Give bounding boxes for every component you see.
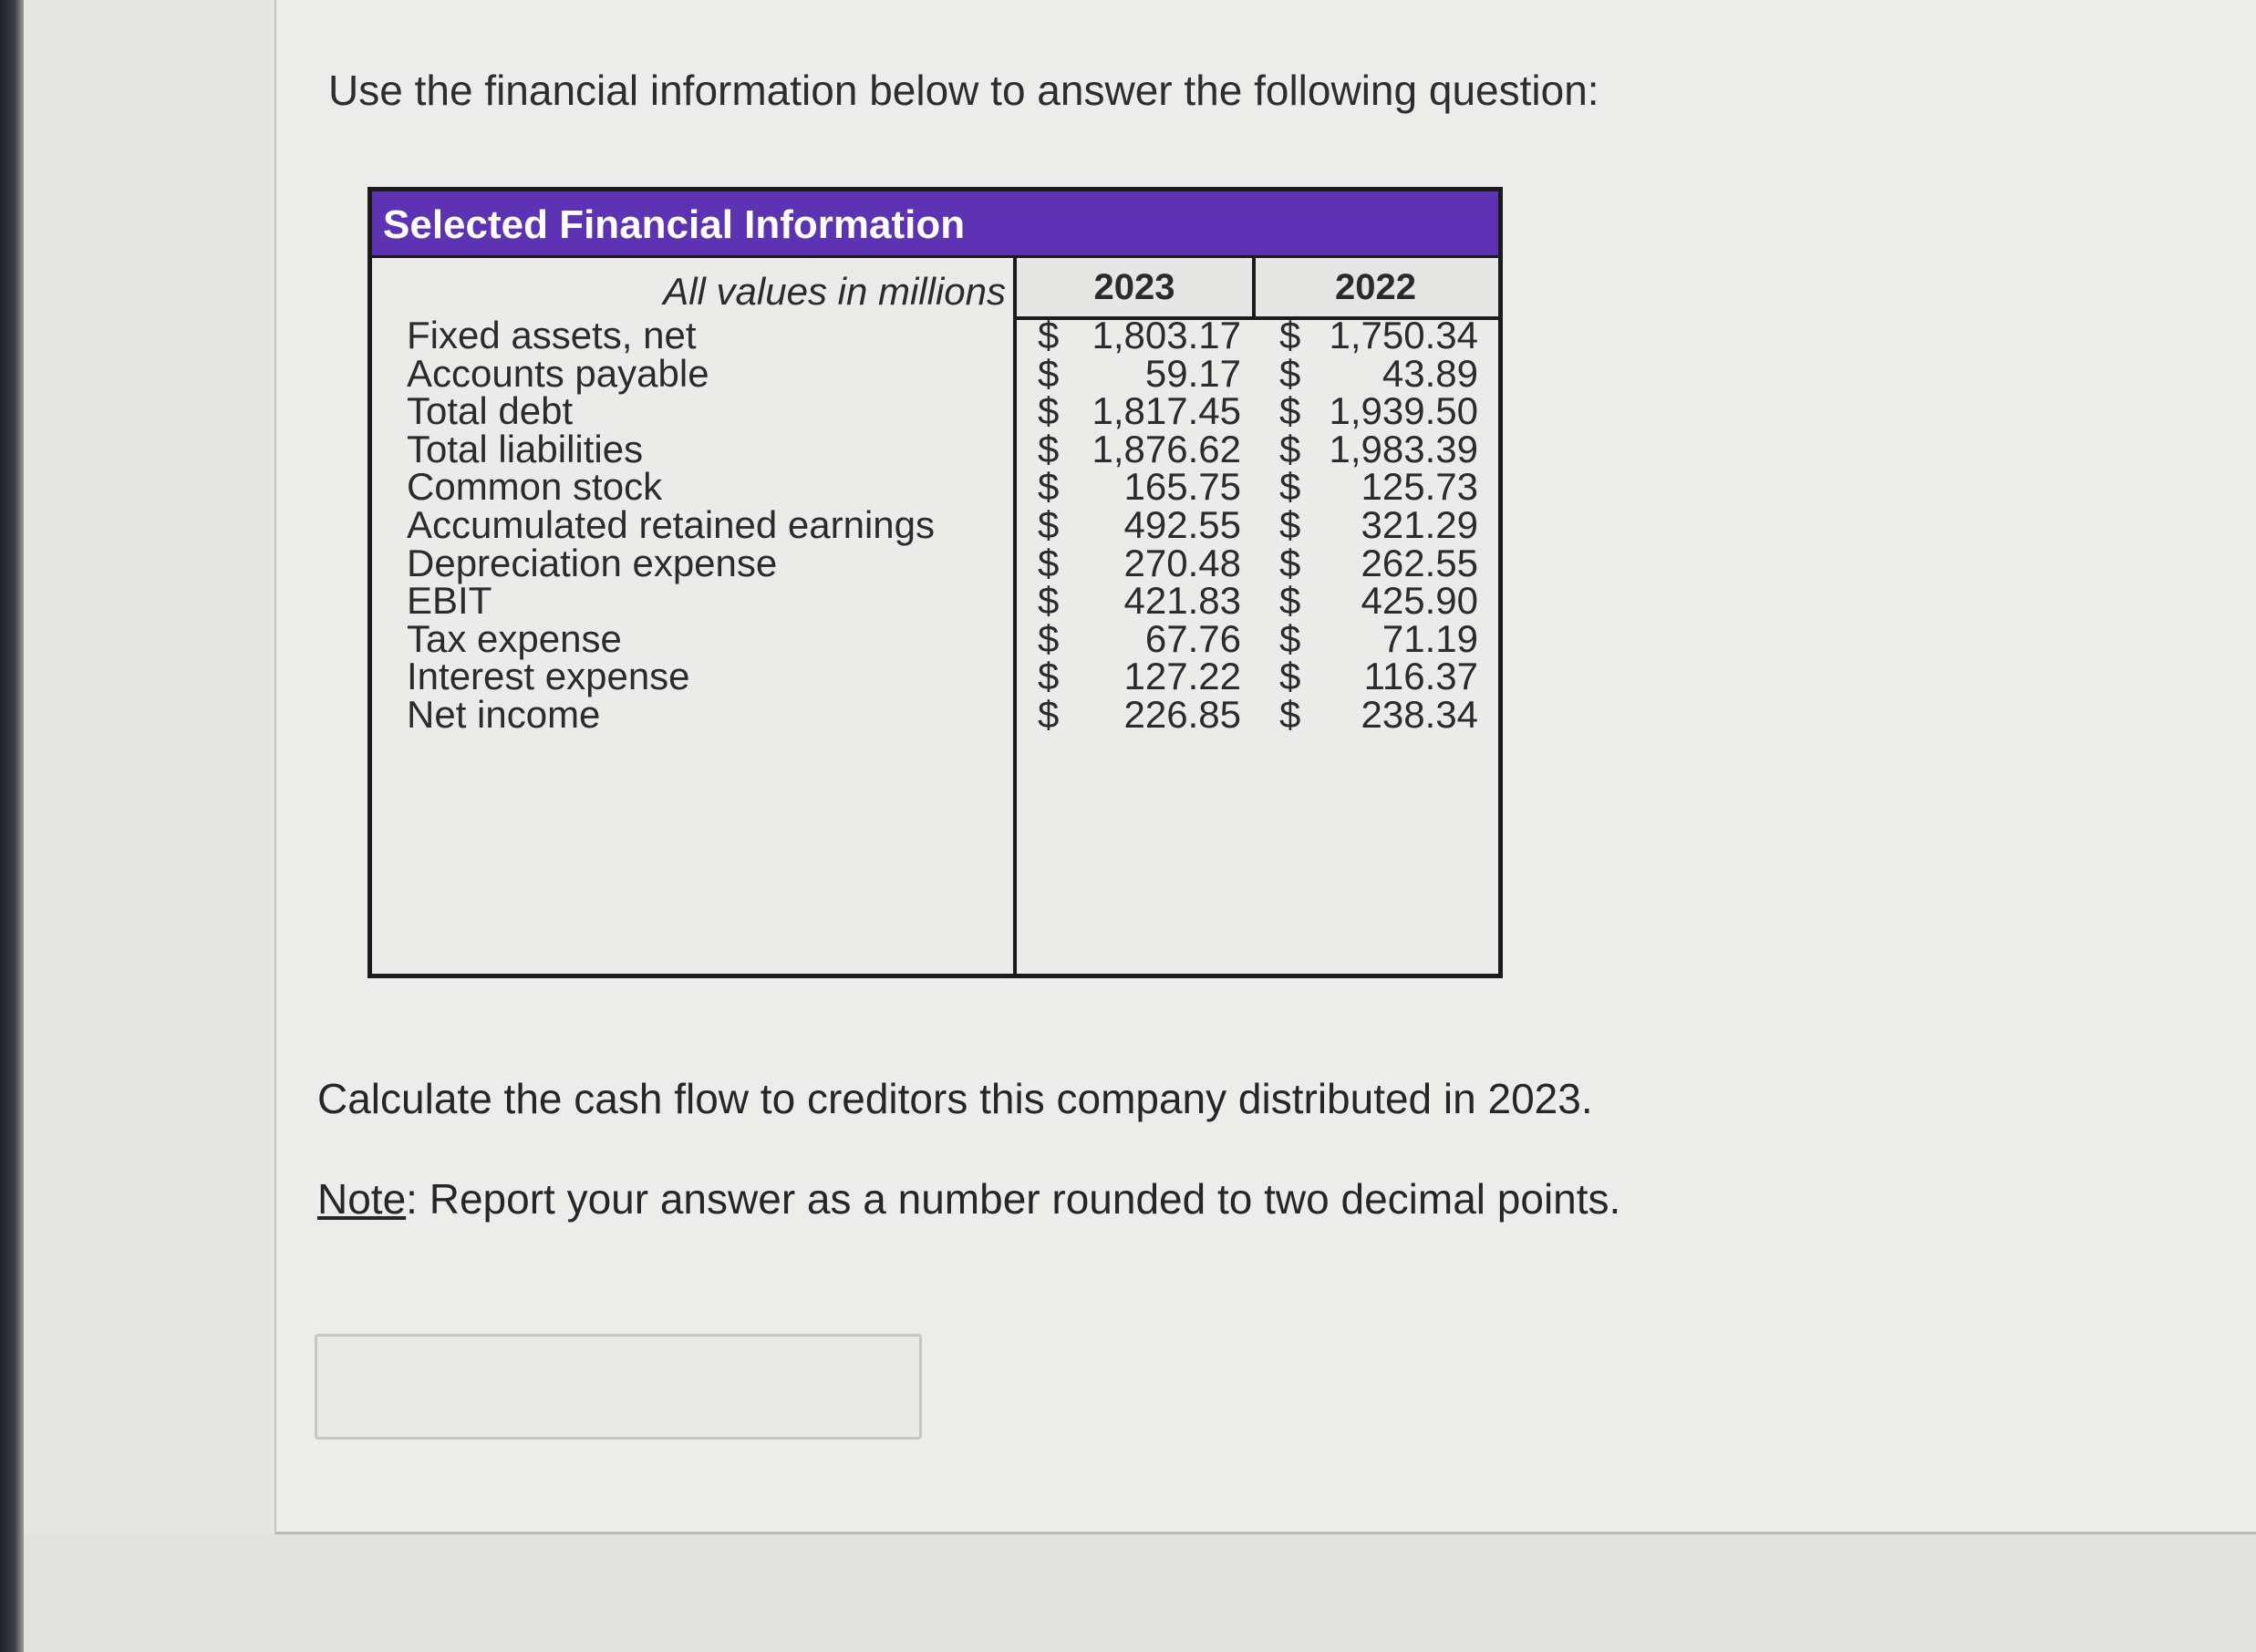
currency-symbol-2022: $ — [1279, 351, 1301, 395]
table-row — [372, 465, 1498, 509]
value-2023: 1,817.45 — [1092, 389, 1241, 433]
lower-area — [24, 1534, 2256, 1652]
currency-symbol-2022: $ — [1279, 693, 1301, 736]
value-2022: 116.37 — [1363, 655, 1478, 698]
currency-symbol-2023: $ — [1038, 579, 1060, 623]
year-header-2022: 2022 — [1335, 267, 1416, 307]
currency-symbol-2022: $ — [1279, 389, 1301, 433]
row-label: Accumulated retained earnings — [407, 503, 936, 546]
currency-symbol-2023: $ — [1038, 465, 1060, 509]
table-row — [372, 579, 1498, 623]
table-row — [372, 316, 1498, 355]
question-text: Calculate the cash flow to creditors this company distributed in 2023. — [317, 1075, 1593, 1122]
row-label: Net income — [407, 693, 601, 736]
row-label: Common stock — [407, 465, 663, 509]
table-row — [372, 389, 1498, 433]
table-row — [372, 503, 1498, 546]
note-body: : Report your answer as a number rounded to two decimal points. — [406, 1175, 1621, 1223]
left-margin — [24, 0, 274, 1652]
currency-symbol-2023: $ — [1038, 693, 1060, 736]
row-label: Depreciation expense — [407, 541, 778, 584]
row-label: Total liabilities — [407, 427, 644, 470]
value-2023: 127.22 — [1123, 655, 1241, 698]
value-2023: 492.55 — [1123, 503, 1241, 546]
row-label: Interest expense — [407, 655, 690, 698]
units-label: All values in millions — [663, 270, 1006, 313]
note-text — [317, 1174, 1620, 1224]
value-2023: 165.75 — [1123, 465, 1241, 509]
currency-symbol-2022: $ — [1279, 427, 1301, 470]
value-2022: 321.29 — [1361, 503, 1478, 546]
currency-symbol-2023: $ — [1038, 503, 1060, 546]
currency-symbol-2022: $ — [1279, 314, 1301, 356]
year-header-row — [1017, 258, 1498, 320]
table-row — [372, 616, 1498, 660]
value-2022: 1,750.34 — [1329, 314, 1478, 356]
value-2023: 1,876.62 — [1092, 427, 1241, 470]
table-title: Selected Financial Information — [383, 202, 966, 247]
window-edge — [0, 0, 24, 1652]
currency-symbol-2023: $ — [1038, 427, 1060, 470]
table-row — [372, 351, 1498, 395]
value-2023: 270.48 — [1123, 541, 1241, 584]
currency-symbol-2023: $ — [1038, 351, 1060, 395]
answer-input[interactable] — [315, 1334, 922, 1440]
currency-symbol-2022: $ — [1279, 655, 1301, 698]
question-prompt: Use the financial information below to answer the following question: — [328, 67, 1599, 114]
value-2022: 262.55 — [1361, 541, 1478, 584]
value-2022: 1,939.50 — [1329, 389, 1478, 433]
financial-table — [367, 187, 1503, 978]
table-row — [372, 657, 1498, 696]
value-2023: 226.85 — [1123, 693, 1241, 736]
currency-symbol-2022: $ — [1279, 541, 1301, 584]
table-row — [372, 427, 1498, 470]
currency-symbol-2023: $ — [1038, 314, 1060, 356]
row-label: Accounts payable — [407, 351, 709, 395]
table-row — [372, 693, 1498, 736]
table-title-bar — [372, 191, 1498, 258]
currency-symbol-2022: $ — [1279, 465, 1301, 509]
row-label: Fixed assets, net — [407, 314, 697, 356]
row-label: EBIT — [407, 579, 492, 623]
row-label: Tax expense — [407, 616, 622, 660]
value-2023: 421.83 — [1123, 579, 1241, 623]
currency-symbol-2022: $ — [1279, 579, 1301, 623]
note-label: Note — [317, 1175, 407, 1223]
currency-symbol-2023: $ — [1038, 655, 1060, 698]
value-2022: 238.34 — [1361, 693, 1478, 736]
value-2022: 71.19 — [1382, 616, 1478, 660]
currency-symbol-2023: $ — [1038, 389, 1060, 433]
value-2023: 1,803.17 — [1092, 314, 1241, 356]
currency-symbol-2023: $ — [1038, 541, 1060, 584]
value-2023: 67.76 — [1144, 616, 1241, 660]
value-2022: 43.89 — [1382, 351, 1478, 395]
table-row — [372, 541, 1498, 584]
value-2022: 125.73 — [1361, 465, 1478, 509]
value-2023: 59.17 — [1144, 351, 1241, 395]
value-2022: 1,983.39 — [1329, 427, 1478, 470]
currency-symbol-2022: $ — [1279, 616, 1301, 660]
currency-symbol-2023: $ — [1038, 616, 1060, 660]
value-2022: 425.90 — [1361, 579, 1478, 623]
row-label: Total debt — [407, 389, 574, 433]
currency-symbol-2022: $ — [1279, 503, 1301, 546]
year-header-2023: 2023 — [1017, 258, 1256, 316]
